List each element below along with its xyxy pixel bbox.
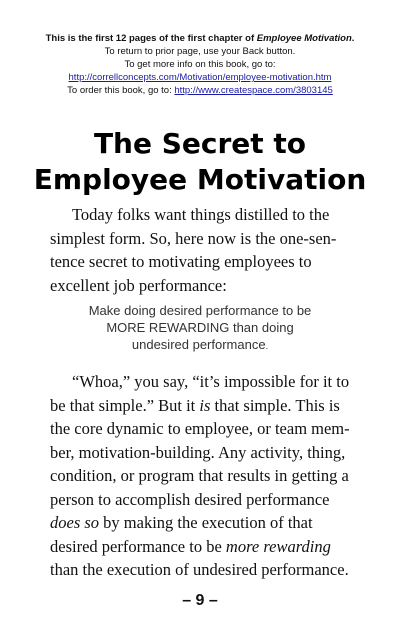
intro-paragraph: Today folks want things distilled to the simplest form. So, here now is the one-sen- tence secret to motivating employees to excellent job performance: (50, 205, 337, 295)
excerpt-intro: This is the first 12 pages of the first chapter of Employee Motivation. (45, 33, 355, 44)
order-line: To order this book, go to: http://www.createspace.com/3803145 (67, 85, 333, 96)
book-title-reference: Employee Motivation (256, 33, 352, 44)
more-info-label: To get more info on this book, go to: (124, 59, 276, 70)
explanation-paragraph: “Whoa,” you say, “it’s impossible for it to be that simple.” But it is that simple. This is the core dynamic to employee, or team mem- ber, motivation-building. Any activity, thing, condition, or program that results in getting a person to accomplish desired performance does so by making the execution of that desired performance to be more rewarding than the execution of undesired performance. (50, 372, 350, 579)
order-book-link[interactable]: http://www.createspace.com/3803145 (174, 85, 333, 96)
book-info-link[interactable]: http://correllconcepts.com/Motivation/employee-motivation.htm (68, 72, 332, 83)
key-principle-callout: Make doing desired performance to be MORE REWARDING than doing undesired performance. (88, 303, 312, 352)
chapter-title: The Secret to Employee Motivation (33, 127, 367, 196)
excerpt-notice (0, 32, 400, 97)
page-number: – 9 – (182, 592, 218, 609)
back-button-instruction: To return to prior page, use your Back button. (104, 46, 296, 57)
